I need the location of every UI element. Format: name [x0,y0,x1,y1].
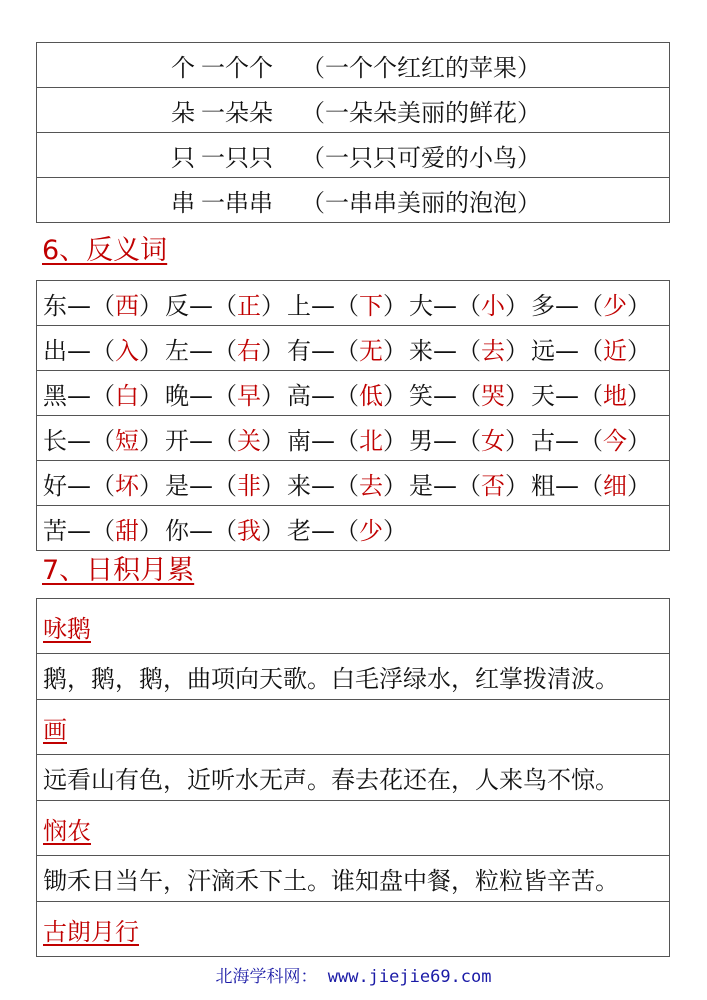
antonym-pair: 有—（无） [287,336,407,365]
measure-example: （一串串美丽的泡泡） [301,188,541,217]
antonym-answer: 女 [481,426,505,455]
antonym-word: 远— [531,336,579,365]
antonym-pair: 是—（否） [409,471,529,500]
antonym-answer: 入 [115,336,139,365]
antonym-word: 男— [409,426,457,455]
antonym-pair: 上—（下） [287,291,407,320]
measure-example: （一只只可爱的小鸟） [301,143,541,172]
antonym-answer: 否 [481,471,505,500]
antonym-pair: 粗—（细） [531,471,651,500]
antonym-pair: 长—（短） [43,426,163,455]
antonym-word: 苦— [43,516,91,545]
poem-title-row [37,801,670,856]
antonym-row [37,416,670,461]
antonym-answer: 早 [237,381,261,410]
measure-row [37,88,670,133]
antonym-word: 粗— [531,471,579,500]
antonym-answer: 右 [237,336,261,365]
poem-table [36,598,670,957]
measure-example: （一朵朵美丽的鲜花） [301,98,541,127]
antonym-pair: 苦—（甜） [43,516,163,545]
antonym-pair: 是—（非） [165,471,285,500]
antonym-word: 好— [43,471,91,500]
antonym-word: 来— [287,471,335,500]
antonym-word: 东— [43,291,91,320]
antonym-row [37,506,670,551]
poem-text: 远看山有色，近听水无声。春去花还在，人来鸟不惊。 [43,766,619,794]
antonym-answer: 非 [237,471,261,500]
poem-title: 古朗月行 [43,917,139,946]
measure-word: 个 [171,53,195,82]
antonym-pair: 老—（少） [287,516,407,545]
antonyms-title: 6、反义词 [42,235,168,266]
measure-phrase: 一只只 [201,143,273,172]
antonym-word: 出— [43,336,91,365]
measure-example: （一个个红红的苹果） [301,53,541,82]
antonyms-table [36,280,670,551]
measure-phrase: 一个个 [201,53,273,82]
poem-text-row [37,755,670,801]
measure-word: 只 [171,143,195,172]
antonym-answer: 今 [603,426,627,455]
poem-title-row [37,902,670,957]
antonym-pair: 左—（右） [165,336,285,365]
footer-website: 北海学科网： www.jiejie69.com [215,967,492,987]
antonym-row [37,326,670,371]
poem-text-row [37,654,670,700]
antonym-pair: 开—（关） [165,426,285,455]
antonym-answer: 去 [359,471,383,500]
antonym-pair: 天—（地） [531,381,651,410]
poem-title-row [37,599,670,654]
antonym-pair: 大—（小） [409,291,529,320]
poem-text: 鹅，鹅，鹅，曲项向天歌。白毛浮绿水，红掌拨清波。 [43,665,619,693]
measure-row [37,43,670,88]
antonym-word: 天— [531,381,579,410]
antonym-row [37,371,670,416]
antonym-pair: 男—（女） [409,426,529,455]
antonym-pair: 晚—（早） [165,381,285,410]
antonym-pair: 高—（低） [287,381,407,410]
measure-phrase: 一朵朵 [201,98,273,127]
measure-phrase: 一串串 [201,188,273,217]
antonym-pair: 来—（去） [287,471,407,500]
antonym-pair: 古—（今） [531,426,651,455]
poem-text: 锄禾日当午，汗滴禾下土。谁知盘中餐，粒粒皆辛苦。 [43,867,619,895]
antonym-answer: 少 [359,516,383,545]
antonym-word: 古— [531,426,579,455]
antonym-pair: 好—（坏） [43,471,163,500]
poem-text-row [37,856,670,902]
poem-title: 悯农 [43,816,91,845]
antonym-answer: 细 [603,471,627,500]
antonym-pair: 多—（少） [531,291,651,320]
antonym-pair: 来—（去） [409,336,529,365]
antonym-word: 晚— [165,381,213,410]
antonym-word: 老— [287,516,335,545]
antonym-answer: 坏 [115,471,139,500]
antonym-pair: 远—（近） [531,336,651,365]
poem-title-row [37,700,670,755]
poem-title: 画 [43,715,67,744]
antonym-pair: 反—（正） [165,291,285,320]
antonym-answer: 我 [237,516,261,545]
antonym-pair: 南—（北） [287,426,407,455]
antonym-word: 南— [287,426,335,455]
antonym-row [37,281,670,326]
antonym-word: 左— [165,336,213,365]
antonym-word: 上— [287,291,335,320]
antonym-answer: 近 [603,336,627,365]
antonym-answer: 北 [359,426,383,455]
antonym-word: 反— [165,291,213,320]
antonym-answer: 下 [359,291,383,320]
antonym-word: 是— [409,471,457,500]
antonym-word: 多— [531,291,579,320]
antonym-answer: 去 [481,336,505,365]
measure-word: 朵 [171,98,195,127]
antonym-answer: 关 [237,426,261,455]
antonym-answer: 甜 [115,516,139,545]
antonym-answer: 少 [603,291,627,320]
antonym-word: 来— [409,336,457,365]
antonym-pair: 你—（我） [165,516,285,545]
antonym-pair: 笑—（哭） [409,381,529,410]
antonym-answer: 低 [359,381,383,410]
antonym-pair: 出—（入） [43,336,163,365]
antonym-word: 笑— [409,381,457,410]
poem-title: 咏鹅 [43,614,91,643]
antonym-word: 有— [287,336,335,365]
antonym-answer: 白 [115,381,139,410]
accumulation-title: 7、日积月累 [42,555,195,586]
antonym-row [37,461,670,506]
antonym-word: 长— [43,426,91,455]
antonym-answer: 小 [481,291,505,320]
antonym-answer: 无 [359,336,383,365]
antonym-answer: 地 [603,381,627,410]
antonym-word: 大— [409,291,457,320]
measure-word: 串 [171,188,195,217]
antonym-answer: 哭 [481,381,505,410]
antonym-word: 开— [165,426,213,455]
antonym-answer: 西 [115,291,139,320]
measure-row [37,178,670,223]
antonym-word: 高— [287,381,335,410]
antonym-word: 你— [165,516,213,545]
measure-row [37,133,670,178]
antonym-pair: 黑—（白） [43,381,163,410]
antonym-word: 是— [165,471,213,500]
antonym-answer: 短 [115,426,139,455]
antonym-pair: 东—（西） [43,291,163,320]
measure-word-table [36,42,670,223]
antonym-answer: 正 [237,291,261,320]
antonym-word: 黑— [43,381,91,410]
